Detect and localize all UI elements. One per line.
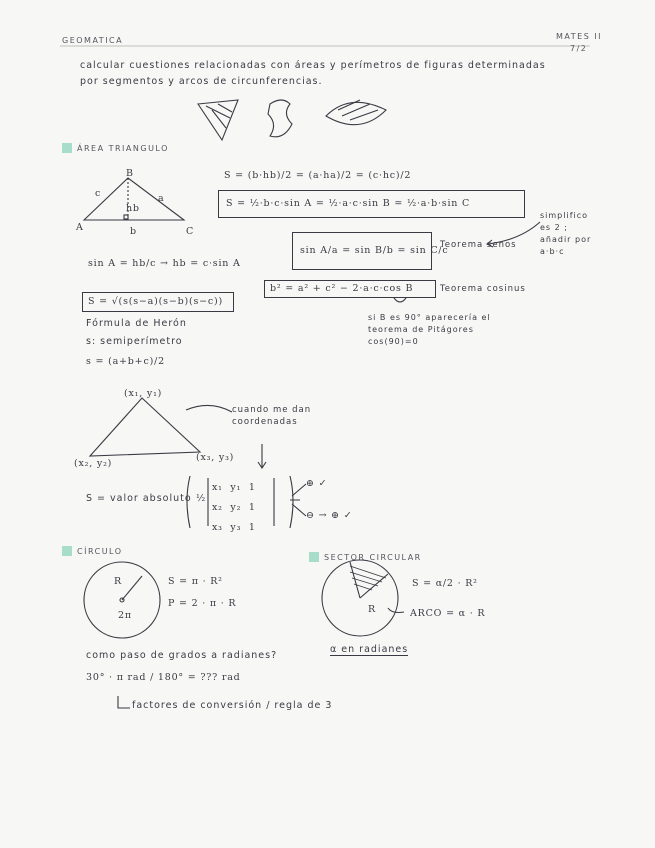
- positive-result: ⊕ ✓: [306, 478, 328, 489]
- sector-figure: [322, 560, 398, 636]
- course-header: MATES II: [556, 32, 603, 41]
- circle-two-pi-label: 2π: [118, 610, 132, 621]
- vertex-C: C: [186, 226, 195, 237]
- semiperimeter-label: s: semiperímetro: [86, 336, 183, 347]
- side-a: a: [158, 193, 165, 204]
- cosine-law-label: Teorema cosinus: [440, 284, 526, 294]
- vertex-B: B: [126, 168, 134, 179]
- section-title-circulo: CÍRCULO: [77, 547, 123, 556]
- height-sine-relation: sin A = hb/c → hb = c·sin A: [88, 258, 241, 269]
- absolute-value-label: S = valor absoluto: [86, 493, 192, 504]
- coordinate-triangle: [90, 398, 200, 456]
- coordinates-note: cuando me dan coordenadas: [232, 405, 312, 427]
- section-marker: [309, 552, 319, 562]
- point-1: (x₁, y₁): [124, 388, 163, 399]
- conversion-calc: 30° · π rad / 180° = ??? rad: [86, 672, 241, 683]
- heron-formula: S = √(s(s−a)(s−b)(s−c)): [88, 296, 224, 307]
- shape-sketch-curved: [268, 100, 292, 137]
- point-3: (x₃, y₃): [196, 452, 235, 463]
- height-hb: hb: [126, 203, 140, 214]
- section-title-sector: SECTOR CIRCULAR: [324, 553, 422, 562]
- negative-result: ⊖ → ⊕ ✓: [306, 510, 353, 521]
- determinant-matrix: x₁ y₁ 1 x₂ y₂ 1 x₃ y₃ 1: [212, 482, 256, 533]
- circle-figure: [84, 562, 160, 638]
- coordinates-arrow: [186, 405, 232, 412]
- shape-sketch-kite: [198, 100, 238, 140]
- section-marker: [62, 546, 72, 556]
- section-marker: [62, 143, 72, 153]
- area-heights-formula: S = (b·hb)/2 = (a·ha)/2 = (c·hc)/2: [224, 170, 412, 181]
- side-b: b: [130, 226, 137, 237]
- sine-law-label: Teorema senos: [440, 240, 517, 250]
- radians-note: α en radianes: [330, 644, 409, 655]
- sector-arc-formula: ARCO = α · R: [410, 608, 486, 619]
- sector-area-formula: S = α/2 · R²: [412, 578, 478, 589]
- page-number: 7/2: [570, 44, 588, 53]
- shape-sketch-lens: [326, 100, 386, 125]
- circle-perimeter-formula: P = 2 · π · R: [168, 598, 237, 609]
- side-c: c: [95, 188, 102, 199]
- circle-radius-label: R: [114, 576, 122, 587]
- circle-area-formula: S = π · R²: [168, 576, 223, 587]
- simplify-note: simplifico es 2 ; añadir por a·b·c: [540, 211, 592, 256]
- cosine-law-formula: b² = a² + c² − 2·a·c·cos B: [270, 283, 414, 294]
- conversion-question: como paso de grados a radianes?: [86, 650, 278, 661]
- sector-radius-label: R: [368, 604, 376, 615]
- intro-line-2: por segmentos y arcos de circunferencias.: [80, 76, 323, 87]
- intro-line-1: calcular cuestiones relacionadas con áreas y perímetros de figuras determinadas: [80, 60, 546, 71]
- one-half: ½: [196, 493, 207, 504]
- sine-law-formula: sin A/a = sin B/b = sin C/c: [300, 245, 449, 256]
- section-title-area-triangulo: ÁREA TRIANGULO: [77, 144, 169, 153]
- area-sine-formula: S = ½·b·c·sin A = ½·a·c·sin B = ½·a·b·sin C: [226, 198, 471, 209]
- semiperimeter-formula: s = (a+b+c)/2: [86, 356, 165, 367]
- conversion-factor-note: factores de conversión / regla de 3: [132, 700, 333, 711]
- pythagoras-note: si B es 90° aparecería el teorema de Pitágores cos(90)=0: [368, 313, 491, 346]
- vertex-A: A: [76, 222, 84, 233]
- subject-header: GEOMATICA: [62, 36, 124, 45]
- point-2: (x₂, y₂): [74, 458, 113, 469]
- heron-label: Fórmula de Herón: [86, 318, 187, 329]
